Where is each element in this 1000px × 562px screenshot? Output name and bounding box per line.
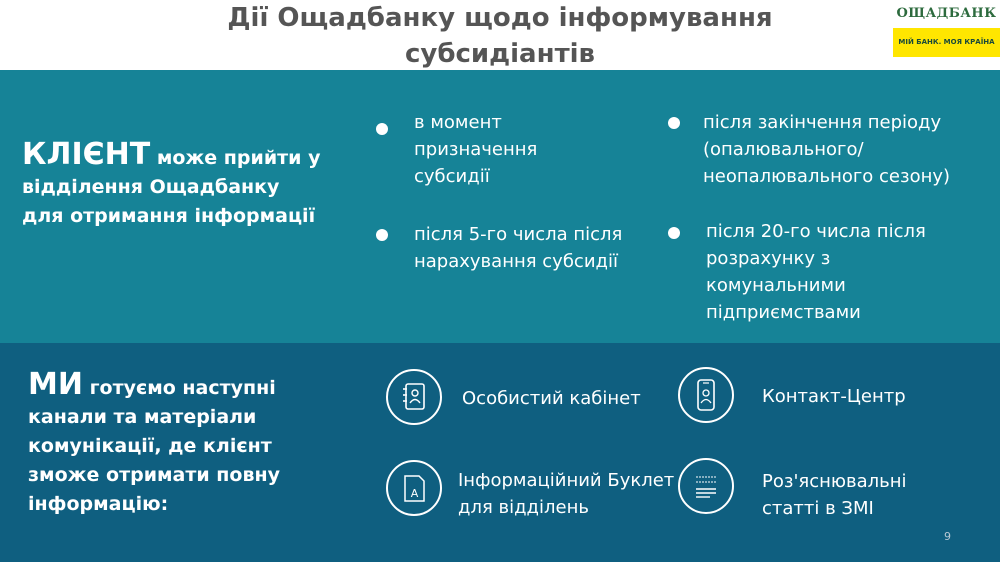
- channels-lead-emphasis: МИ: [28, 367, 83, 402]
- client-item-1: в момент призначення субсидії: [414, 112, 538, 187]
- page-number: 9: [944, 530, 951, 543]
- logo-tagline: МІЙ БАНК. МОЯ КРАЇНА: [893, 28, 1000, 57]
- client-item-3: після закінчення періоду (опалювального/ неопалювального сезону): [703, 112, 951, 187]
- title-line-1: Дії Ощадбанку щодо інформування: [227, 3, 773, 33]
- client-lead-rest: може прийти у відділення Ощадбанку для отримання інформації: [22, 147, 321, 227]
- slide-header: [0, 0, 1000, 70]
- booklet-icon: [386, 460, 442, 516]
- client-lead-emphasis: КЛІЄНТ: [22, 137, 151, 172]
- logo-name: ОЩАДБАНК: [893, 0, 1000, 28]
- client-lead-text: [22, 137, 322, 231]
- client-item-2: після 5-го числа після нарахування субсидії: [414, 224, 623, 272]
- channel-label-2: Контакт-Центр: [762, 386, 906, 407]
- bullet-icon: [668, 227, 680, 239]
- bullet-icon: [376, 123, 388, 135]
- channels-lead-text: [28, 367, 338, 519]
- newspaper-icon: [678, 458, 734, 514]
- oschadbank-logo: [893, 0, 1000, 57]
- phone-contact-icon: [678, 367, 734, 423]
- channel-label-3: Інформаційний Буклет для відділень: [458, 470, 675, 518]
- client-item-4: після 20-го числа після розрахунку з комунальними підприємствами: [706, 221, 926, 323]
- slide-title: [150, 0, 850, 72]
- address-book-icon: [386, 369, 442, 425]
- channel-label-4: Роз'яснювальні статті в ЗМІ: [762, 471, 907, 519]
- bullet-icon: [668, 117, 680, 129]
- channels-lead-rest: готуємо наступні канали та матеріали комунікації, де клієнт зможе отримати повну інформацію:: [28, 377, 281, 515]
- svg-text:A: A: [410, 487, 419, 500]
- channel-label-1: Особистий кабінет: [462, 388, 641, 409]
- title-line-2: субсидіантів: [405, 39, 595, 69]
- bullet-icon: [376, 229, 388, 241]
